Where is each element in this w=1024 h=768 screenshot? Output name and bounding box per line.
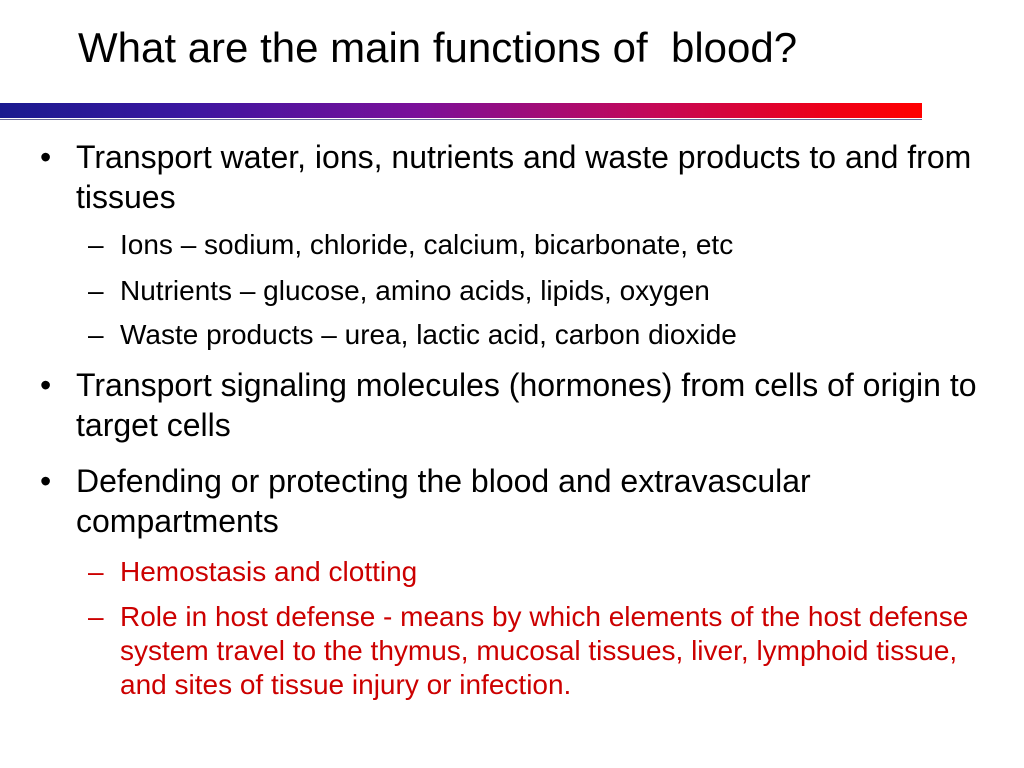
bullet-text: Transport water, ions, nutrients and waste products to and from tissues [76, 139, 972, 215]
bullet-mark: • [40, 463, 52, 499]
sub-bullet-text: Hemostasis and clotting [120, 556, 418, 587]
sub-bullet-mark: – [88, 319, 104, 350]
sub-bullet-text: Role in host defense - means by which elements of the host defense system travel to the thymus, mucosal tissues, liver, lymphoid tissue, and sites of tissue injury or infection. [120, 601, 969, 700]
sub-bullet-text: Ions – sodium, chloride, calcium, bicarbonate, etc [120, 229, 734, 260]
sub-bullet-text: Nutrients – glucose, amino acids, lipids, oxygen [120, 275, 710, 306]
bullet-text: Transport signaling molecules (hormones) from cells of origin to target cells [76, 367, 977, 443]
bullet-mark: • [40, 367, 52, 403]
bullet-mark: • [40, 139, 52, 175]
sub-bullet-mark: – [88, 601, 104, 632]
sub-bullet-mark: – [88, 556, 104, 587]
slide-title: What are the main functions of blood? [78, 24, 798, 71]
sub-bullet-text: Waste products – urea, lactic acid, carbon dioxide [120, 319, 737, 350]
sub-bullet-mark: – [88, 275, 104, 306]
sub-bullet-mark: – [88, 229, 104, 260]
bullet-text: Defending or protecting the blood and extravascular compartments [76, 463, 811, 539]
